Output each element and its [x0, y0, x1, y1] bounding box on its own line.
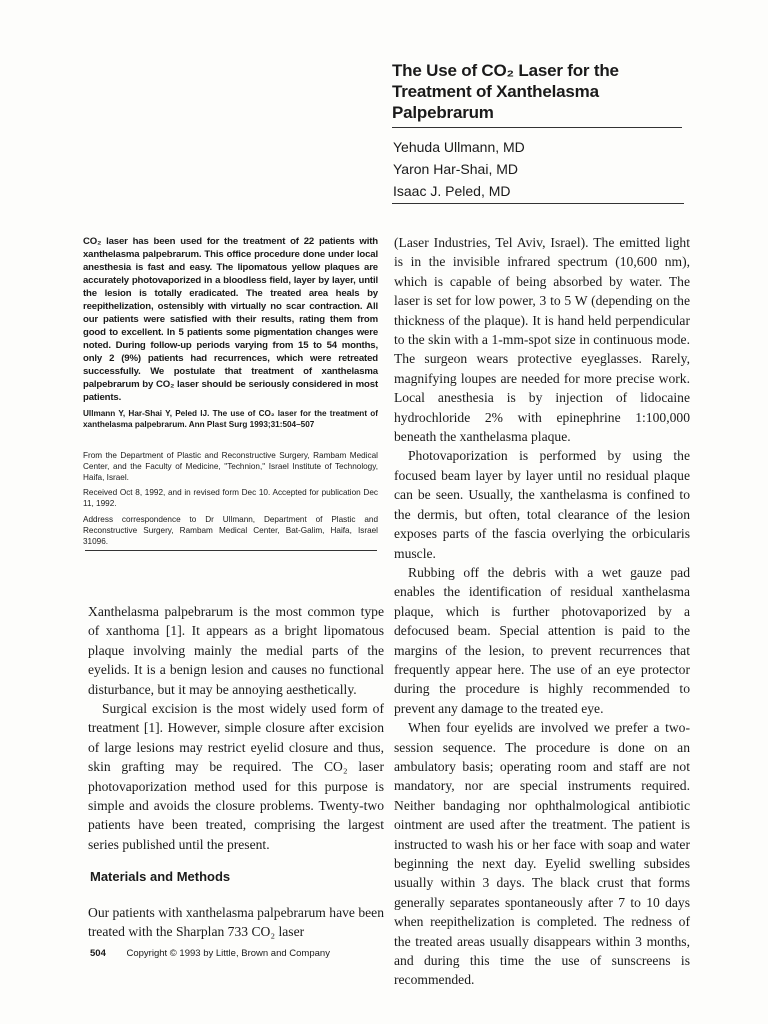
- citation: Ullmann Y, Har-Shai Y, Peled IJ. The use of CO₂ laser for the treatment of xanthelasma palpebrarum. Ann Plast Surg 1993;31:504–507: [83, 409, 378, 429]
- right-column: [394, 233, 690, 990]
- author-list: [393, 136, 525, 202]
- paragraph: (Laser Industries, Tel Aviv, Israel). The emitted light is in the invisible infrared spectrum (10,600 nm), which is capable of being absorbed by water. The laser is set for low power, 3 to 5 W (depending on the thickness of the plaque). It is hand held perpendicular to the skin with a 1-mm-spot size in continuous mode. The surgeon wears protective eyeglasses. Rarely, magnifying loupes are needed for more precise work. Local anesthesia is by injection of lidocaine hydrochloride 2% with epinephrine 1:100,000 beneath the xanthelasma plaque.: [394, 235, 690, 445]
- correspondence: Address correspondence to Dr Ullmann, Department of Plastic and Reconstructive Surgery, Rambam Medical Center, Bat-Galim, Haifa, Israel 31096.: [83, 515, 378, 546]
- divider: [392, 127, 682, 128]
- affiliation: From the Department of Plastic and Reconstructive Surgery, Rambam Medical Center, and the Faculty of Medicine, "Technion," Israel Institute of Technology, Haifa, Israel.: [83, 451, 378, 482]
- paragraph: Our patients with xanthelasma palpebrarum have been treated with the Sharplan 733 CO₂ laser: [88, 905, 384, 940]
- paragraph: Surgical excision is the most widely used form of treatment [1]. However, simple closure after excision of large lesions may restrict eyelid closure and thus, skin grafting may be required. The CO₂ laser photovaporization method used for this purpose is simple and avoids the closure problems. Twenty-two patients have been treated, comprising the largest series published until the present.: [88, 701, 384, 852]
- author: Yehuda Ullmann, MD: [393, 139, 525, 155]
- page-footer: [90, 948, 330, 960]
- paragraph: Xanthelasma palpebrarum is the most common type of xanthoma [1]. It appears as a bright lipomatous plaque involving mainly the medial parts of the eyelids. It is a benign lesion and causes no functional disturbance, but it may be annoying aesthetically.: [88, 604, 384, 697]
- author: Isaac J. Peled, MD: [393, 183, 511, 199]
- paragraph: Rubbing off the debris with a wet gauze pad enables the identification of residual xanthelasma plaque, which is further photovaporized by a defocused beam. Special attention is paid to the margins of the lesion, to prevent recurrences that frequently appear here. The use of an eye protector during the procedure is highly recommended to prevent any damage to the treated eye.: [394, 564, 690, 716]
- introduction: [88, 602, 384, 854]
- abstract: CO₂ laser has been used for the treatment of 22 patients with xanthelasma palpebrarum. This office procedure done under local anesthesia is fast and easy. The lipomatous yellow plaques are accurately photovaporized in a bloodless field, layer by layer, until the lesion is totally eradicated. The treated area heals by reepithelization, ostensibly with virtually no scar contraction. All our patients were satisfied with their results, rating them from good to excellent. In 5 patients some pigmentation changes were noted. During follow-up periods varying from 15 to 54 months, only 2 (9%) patients had recurrences, which were retreated successfully. We postulate that treatment of xanthelasma palpebrarum by CO₂ laser should be seriously considered in most patients.: [83, 236, 378, 403]
- paragraph: Photovaporization is performed by using the focused beam layer by layer until no residual plaque can be seen. Usually, the xanthelasma is confined to the dermis, but often, total clearance of the lesion exposes parts of the fascia overlying the orbicularis muscle.: [394, 448, 690, 561]
- divider: [85, 550, 377, 551]
- received-dates: Received Oct 8, 1992, and in revised form Dec 10. Accepted for publication Dec 11, 1992.: [83, 488, 378, 508]
- methods-text: [88, 903, 384, 942]
- page-number: 504: [90, 948, 106, 959]
- copyright: Copyright © 1993 by Little, Brown and Company: [126, 948, 330, 959]
- author: Yaron Har-Shai, MD: [393, 161, 519, 177]
- paragraph: When four eyelids are involved we prefer a two-session sequence. The procedure is done on an ambulatory basis; operating room and staff are not mandatory, nor are special instruments required. Neither bandaging nor ophthalmological antibiotic ointment are used after the treatment. The patient is instructed to wash his or her face with soap and water beginning the next day. Eyelid swelling subsides usually within 3 days. The black crust that forms generally separates spontaneously after 7 to 10 days when reepithelization is completed. The redness of the treated areas usually disappears within 3 months, and during this time the use of sunscreens is recommended.: [394, 720, 690, 988]
- article-title: The Use of CO₂ Laser for the Treatment of Xanthelasma Palpebrarum: [392, 61, 619, 122]
- divider: [392, 203, 684, 204]
- section-heading: Materials and Methods: [90, 869, 231, 884]
